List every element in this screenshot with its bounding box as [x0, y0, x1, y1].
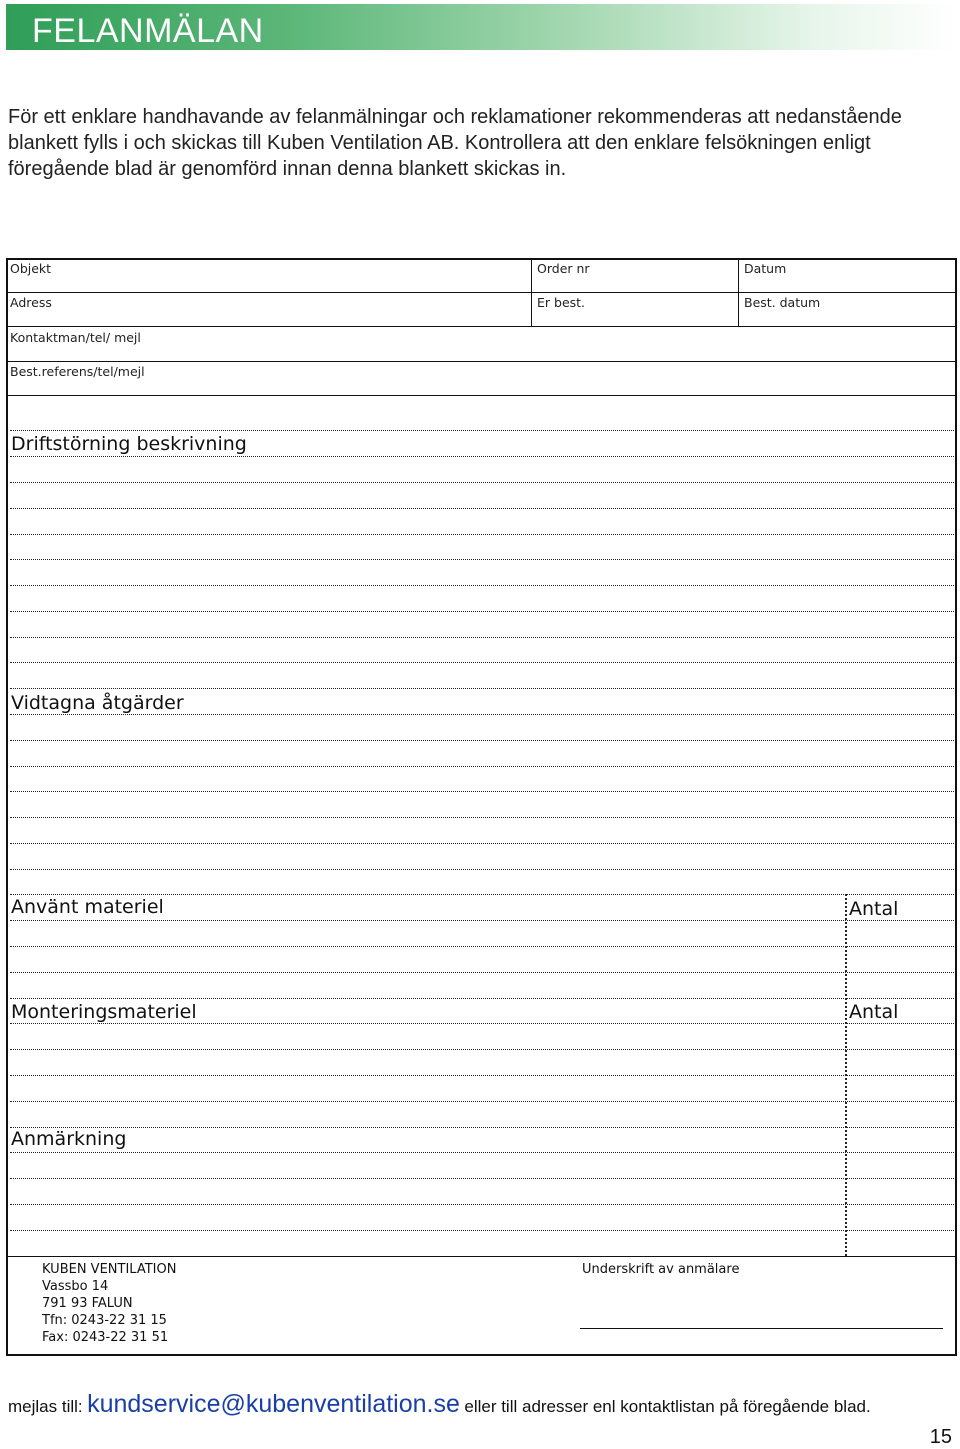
grid-line: [6, 292, 957, 293]
writing-line[interactable]: [10, 946, 954, 947]
section-title-anvant-materiel: Använt materiel: [11, 896, 164, 918]
writing-line[interactable]: [10, 817, 954, 818]
order-nr-field[interactable]: Order nr: [537, 261, 590, 276]
antal-column-divider: [845, 894, 847, 1256]
writing-line[interactable]: [10, 508, 954, 509]
grid-divider: [531, 258, 532, 326]
writing-line[interactable]: [10, 1152, 954, 1153]
intro-text: För ett enklare handhavande av felanmälningar och reklamationer rekommenderas att nedanstående blankett fylls i och skickas till Kuben Ventilation AB. Kontrollera att den enklare felsökningen enligt föregående blad är genomförd innan denna blankett skickas in.: [8, 106, 902, 180]
company-name: KUBEN VENTILATION: [42, 1262, 177, 1277]
page-number: 15: [929, 1426, 952, 1448]
writing-line[interactable]: [10, 766, 954, 767]
page-title: FELANMÄLAN: [32, 12, 264, 50]
kontaktman-field[interactable]: Kontaktman/tel/ mejl: [10, 330, 141, 345]
best-datum-field[interactable]: Best. datum: [744, 295, 821, 310]
adress-field[interactable]: Adress: [10, 295, 52, 310]
writing-line[interactable]: [10, 456, 954, 457]
objekt-field[interactable]: Objekt: [10, 261, 52, 276]
footer-suffix: eller till adresser enl kontaktlistan på föregående blad.: [464, 1397, 871, 1416]
writing-line[interactable]: [10, 430, 954, 431]
writing-line[interactable]: [10, 1127, 954, 1128]
writing-line[interactable]: [10, 688, 954, 689]
er-best-field[interactable]: Er best.: [537, 295, 586, 310]
company-street: Vassbo 14: [42, 1279, 109, 1294]
writing-line[interactable]: [10, 559, 954, 560]
writing-line[interactable]: [10, 1101, 954, 1102]
grid-line: [6, 395, 957, 396]
section-title-driftstorning: Driftstörning beskrivning: [11, 433, 247, 455]
writing-line[interactable]: [10, 534, 954, 535]
datum-field[interactable]: Datum: [744, 261, 787, 276]
footer-separator: [6, 1256, 957, 1257]
company-fax: Fax: 0243-22 31 51: [42, 1330, 169, 1345]
writing-line[interactable]: [10, 740, 954, 741]
antal-label: Antal: [849, 1001, 899, 1023]
writing-line[interactable]: [10, 1230, 954, 1231]
writing-line[interactable]: [10, 1075, 954, 1076]
writing-line[interactable]: [10, 662, 954, 663]
writing-line[interactable]: [10, 869, 954, 870]
writing-line[interactable]: [10, 482, 954, 483]
footer-prefix: mejlas till:: [8, 1397, 83, 1416]
writing-line[interactable]: [10, 714, 954, 715]
section-title-monteringsmateriel: Monteringsmateriel: [11, 1001, 197, 1023]
signature-label: Underskrift av anmälare: [582, 1262, 740, 1277]
writing-line[interactable]: [10, 1023, 954, 1024]
writing-line[interactable]: [10, 998, 954, 999]
writing-line[interactable]: [10, 972, 954, 973]
footer-contact: [8, 1390, 871, 1419]
best-referens-field[interactable]: Best.referens/tel/mejl: [10, 364, 145, 379]
antal-label: Antal: [849, 898, 899, 920]
grid-divider: [738, 258, 739, 326]
writing-line[interactable]: [10, 1204, 954, 1205]
grid-line: [6, 326, 957, 327]
section-title-anmarkning: Anmärkning: [11, 1128, 127, 1150]
writing-line[interactable]: [10, 791, 954, 792]
grid-line: [6, 361, 957, 362]
writing-line[interactable]: [10, 585, 954, 586]
form-frame: [6, 258, 957, 1356]
section-title-vidtagna: Vidtagna åtgärder: [11, 692, 184, 714]
writing-line[interactable]: [10, 894, 954, 895]
email-link[interactable]: kundservice@kubenventilation.se: [87, 1390, 460, 1418]
writing-line[interactable]: [10, 637, 954, 638]
company-city: 791 93 FALUN: [42, 1296, 133, 1311]
header-banner: [6, 4, 956, 50]
writing-line[interactable]: [10, 611, 954, 612]
writing-line[interactable]: [10, 1178, 954, 1179]
company-phone: Tfn: 0243-22 31 15: [42, 1313, 167, 1328]
writing-line[interactable]: [10, 1049, 954, 1050]
writing-line[interactable]: [10, 843, 954, 844]
writing-line[interactable]: [10, 920, 954, 921]
signature-field[interactable]: [580, 1328, 943, 1329]
